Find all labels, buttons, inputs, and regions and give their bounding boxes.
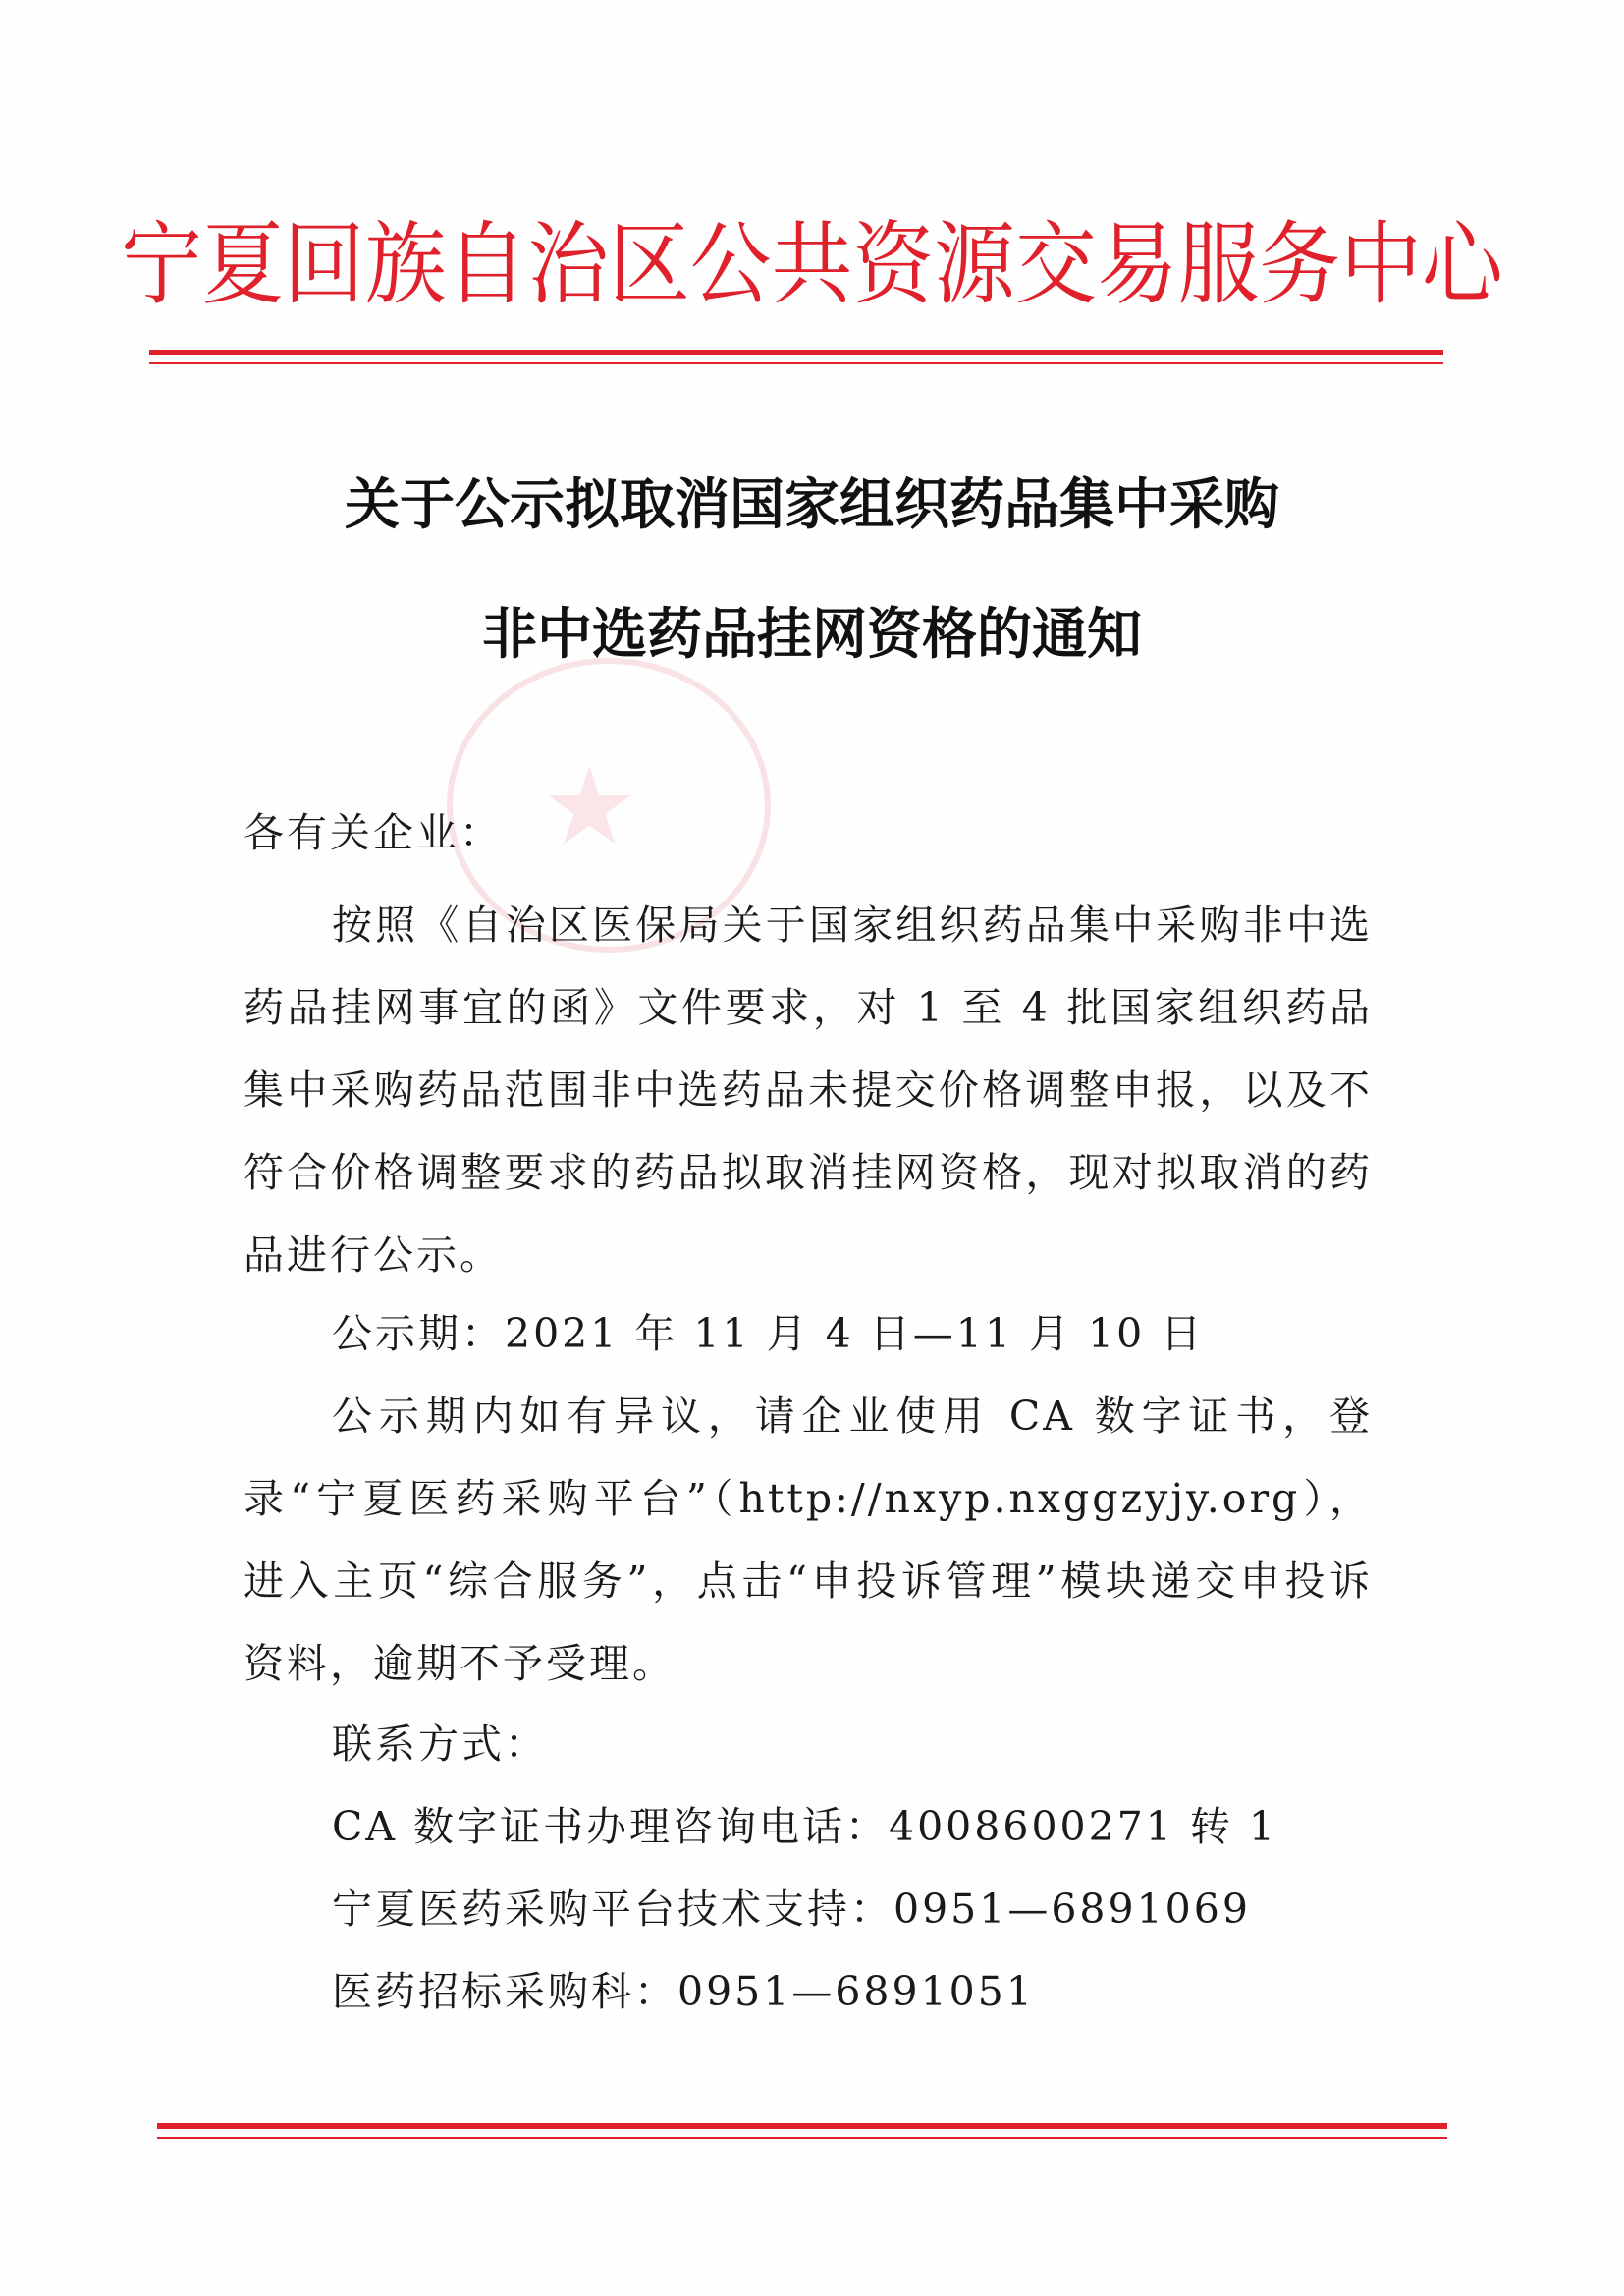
contact-procurement: 医药招标采购科：0951—6891051 (332, 1968, 1035, 2015)
footer-rule-thick (157, 2123, 1447, 2129)
contact-platform: 宁夏医药采购平台技术支持：0951—6891069 (332, 1886, 1251, 1933)
contact-ca: CA 数字证书办理咨询电话：4008600271 转 1 (332, 1803, 1278, 1850)
seal-star-icon: ★ (541, 743, 638, 869)
document-title-line2: 非中选药品挂网资格的通知 (482, 603, 1142, 667)
letterhead-rule-thick (149, 350, 1443, 355)
letterhead-rule-thin (149, 362, 1443, 364)
paragraph-notice: 按照《自治区医保局关于国家组织药品集中采购非中选药品挂网事宜的函》文件要求，对 1 至 4 批国家组织药品集中采购药品范围非中选药品未提交价格调整申报，以及不符合价格调整要求的药品拟取消挂网资格，现对拟取消的药品进行公示。 (244, 902, 1373, 1279)
document-title-line1: 关于公示拟取消国家组织药品集中采购 (345, 473, 1279, 537)
footer-rule-thin (157, 2137, 1447, 2139)
letterhead-org-name: 宁夏回族自治区公共资源交易服务中心 (121, 212, 1503, 317)
salutation: 各有关企业： (244, 809, 503, 856)
paragraph-objection: 公示期内如有异议，请企业使用 CA 数字证书，登录“宁夏医药采购平台”（http://nxyp.nxggzyjy.org），进入主页“综合服务”，点击“申投诉管理”模块递交申投诉资料，逾期不予受理。 (244, 1393, 1373, 1687)
publicity-period: 公示期：2021 年 11 月 4 日—11 月 10 日 (332, 1310, 1205, 1357)
contact-heading: 联系方式： (332, 1721, 548, 1768)
